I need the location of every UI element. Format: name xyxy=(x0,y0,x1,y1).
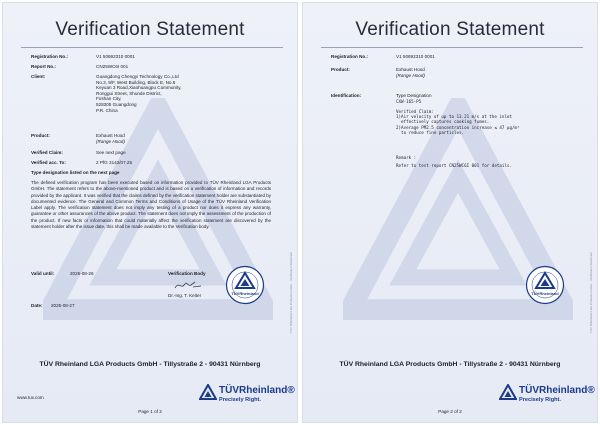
client-line: 528305 Guangdong xyxy=(96,101,137,107)
brand-logo xyxy=(199,384,295,406)
tuv-seal-icon xyxy=(525,265,565,305)
seal-text: TÜVRheinland xyxy=(231,291,259,296)
product-label: Product: xyxy=(331,67,350,72)
client-line: Foshan City, xyxy=(96,96,122,102)
registration-label: Registration No.: xyxy=(31,54,69,59)
verification-body-label: Verification Body xyxy=(168,271,206,276)
side-code: TÜV Rheinland LGA Products GmbH · Verification Statement xyxy=(589,251,593,333)
date-value: 2025-08-27 xyxy=(51,303,75,308)
seal-text: TÜVRheinland xyxy=(531,291,559,296)
client-line: No.3, 9/F, West Building, Block E, No.6 xyxy=(96,79,176,85)
client-label: Client: xyxy=(31,74,46,79)
product-subtitle: (Range Hood) xyxy=(96,139,125,144)
tuv-triangle-icon xyxy=(499,384,517,400)
statement-page-1 xyxy=(2,2,298,423)
brand-name: TÜVRheinland® xyxy=(219,385,295,396)
title-divider xyxy=(321,47,583,48)
side-code: TÜV Rheinland LGA Products GmbH · Verification Statement xyxy=(289,251,293,333)
report-label: Report No.: xyxy=(31,64,57,69)
product-subtitle: (Range Hood) xyxy=(396,73,425,78)
brand-slogan: Precisely Right. xyxy=(219,397,261,403)
signatory-name: Dr.-Ing. T. Keiter xyxy=(168,293,202,298)
tuv-seal-icon xyxy=(225,265,265,305)
footer-company: TÜV Rheinland LGA Products GmbH - Tillystraße 2 - 90431 Nürnberg xyxy=(39,361,261,368)
tuv-triangle-icon xyxy=(199,384,217,400)
type-designation-label: Type Designation xyxy=(396,93,432,98)
claim-title: Verified Claim: xyxy=(396,109,434,114)
verification-paragraph: The defined verification program has been executed based on information provided to TÜV Rheinland LGA Products GmbH. The statement refers to the above-mentioned product and is based on a verification of information and records provided by the applicant. It was verified that the claims defined by the verification statement holder are substantiated by documented evidence. The General and Common Terms and Conditions of Usage of the TÜV Rheinland Verification Label apply. The verification statement does not imply any testing of a product nor does it express any warranty, guarantee or other assurances of the above product. The statement does not imply the assessment of the production of the product. If new facts or information that could materially affect the verification statement are discovered by the statement holder after the issue date, this shall be made available to the Verification body. xyxy=(31,180,271,230)
client-line: Guangdong Chengyi Technology Co.,Ltd xyxy=(96,74,179,79)
registration-value: V1 50692310 0001 xyxy=(396,54,435,59)
verified-acc-label: Verified acc. To: xyxy=(31,160,66,165)
identification-label: Identification: xyxy=(331,93,362,98)
page-number: Page 2 of 2 xyxy=(438,409,462,414)
website-link[interactable]: www.tuv.com xyxy=(17,395,44,400)
footer-company: TÜV Rheinland LGA Products GmbH - Tillystraße 2 - 90431 Nürnberg xyxy=(339,361,561,368)
claim-line: effectively captures cooking fumes. xyxy=(396,119,490,125)
type-designation-note: Type designation listed on the next page xyxy=(31,170,120,175)
brand-slogan: Precisely Right. xyxy=(519,397,561,403)
brand-name: TÜVRheinland® xyxy=(519,385,595,396)
claim-line: to reduce fine particles. xyxy=(396,129,465,135)
verified-claim-label: Verified Claim: xyxy=(31,150,63,155)
verified-acc-value: 2 PfG 3143/07.25 xyxy=(96,160,133,165)
page-title: Verification Statement xyxy=(355,19,545,40)
verified-claim-value: See next page xyxy=(96,150,126,155)
remark-label: Remark : xyxy=(396,155,417,160)
page-title: Verification Statement xyxy=(55,19,245,40)
product-value: Exhaust Hood xyxy=(96,133,125,138)
client-line: Ronggui Street, Shunde District, xyxy=(96,90,162,96)
type-designation-value: CXW-165-P5 xyxy=(396,99,422,104)
client-address xyxy=(96,74,181,113)
page-number: Page 1 of 2 xyxy=(138,409,162,414)
client-line: P.R. China xyxy=(96,107,118,113)
date-label: Date: xyxy=(31,303,43,308)
product-label: Product: xyxy=(31,133,50,138)
claim-line: 1)Air velocity of up to 13.21 m/s at the inlet xyxy=(396,114,512,120)
verified-claim-block xyxy=(396,109,520,135)
registration-label: Registration No.: xyxy=(331,54,369,59)
claim-line: 2)Average PM2.5 concentration increase ≤ 47 μg/m³ xyxy=(396,124,520,130)
client-line: Keyuan 3 Road,Xiaohuangpu Community, xyxy=(96,85,182,91)
title-divider xyxy=(21,47,283,48)
report-value: CN25WC6I 001 xyxy=(96,64,129,69)
valid-until-label: Valid until: xyxy=(31,271,55,276)
signature-mark xyxy=(173,279,203,291)
remark-text: Refer to test report CN25WC6I 001 for details. xyxy=(396,163,512,168)
registration-value: V1 50692310 0001 xyxy=(96,54,135,59)
product-value: Exhaust Hood xyxy=(396,67,425,72)
brand-logo xyxy=(499,384,595,406)
statement-page-2 xyxy=(302,2,598,423)
valid-until-value: 2026-08-26 xyxy=(70,271,94,276)
